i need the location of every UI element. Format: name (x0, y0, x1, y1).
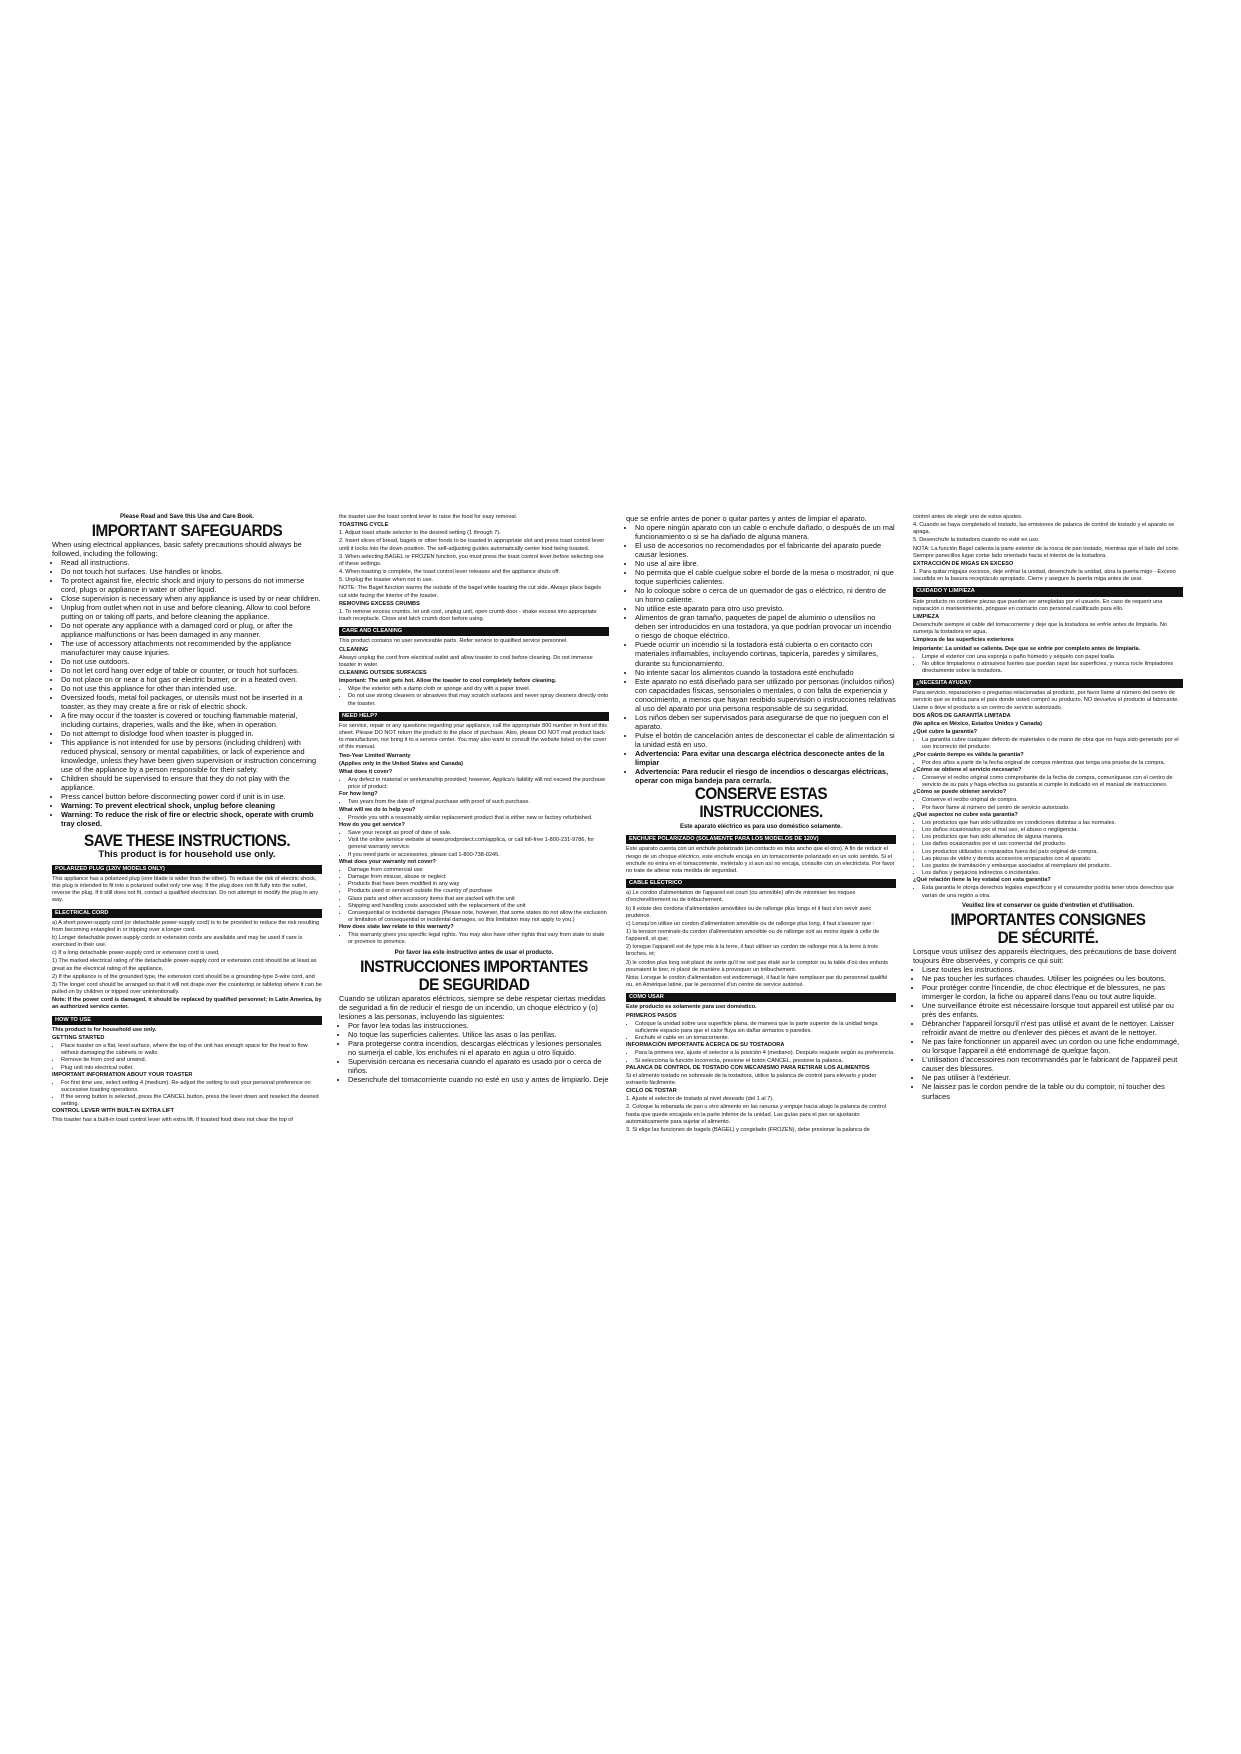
list-item: • Two years from the date of original purchase with proof of such purchase. (348, 799, 609, 806)
list-item: • La garantía cubre cualquier defecto de materiales o de mano de obra que no haya sido generado por el uso incorrecto del producto. (922, 737, 1183, 751)
list-item: • Shipping and handling costs associated with the replacement of the unit (348, 903, 609, 910)
control-lever-heading: CONTROL LEVER WITH BUILT-IN EXTRA LIFT (52, 1108, 175, 1115)
list-item: • Press cancel button before disconnecting power cord if unit is in use. (61, 792, 322, 801)
french-title-2: DE SÉCURITÉ. (997, 928, 1099, 948)
column-4 (913, 514, 1183, 1101)
list-item: • L'utilisation d'accessoires non recommandés par le fabricant de l'appareil peut causer des blessures. (922, 1055, 1183, 1073)
list-item: • Wipe the exterior with a damp cloth or sponge and dry with a paper towel. (348, 686, 609, 693)
como-domestic: Este producto es solamente para uso doméstico. (626, 1004, 757, 1011)
leaflet-sheet (52, 514, 1192, 1133)
how-to-use-heading: HOW TO USE (52, 1016, 322, 1025)
garantia-question: ¿Qué aspectos no cubre esta garantía? (913, 811, 1018, 818)
spanish-list (339, 1021, 609, 1084)
cable-line: 2) lorsque l'appareil est de type mis à la terre, il faut utiliser un cordon de rallonge mis à la terre à trois broches, et; (626, 944, 878, 958)
ciclo-step: 2. Coloque la rebanada de pan u otro alimento en las ranuras y empuje hacia abajo la palanca de control hasta que quede encajada en la parte inferior de la unidad. Las guías para el pan se ajustarán automáticamente para sujetar el alimento. (626, 1104, 886, 1125)
list-item: • Remove tie from cord and unwind. (61, 1057, 322, 1064)
list-item: • Read all instructions. (61, 558, 322, 567)
ciclo-step: 3. Si elige las funciones de bagels (BAGEL) y congelado (FROZEN), debe presionar la palanca de (626, 1126, 870, 1133)
list-item: • Une surveillance étroite est nécessaire lorsque tout appareil est utilisé par ou près des enfants. (922, 1001, 1183, 1019)
list-item: • El uso de accesorios no recomendados por el fabricante del aparato puede causar lesiones. (635, 541, 896, 559)
important-info-list (52, 1080, 322, 1109)
info-heading-es: INFORMACIÓN IMPORTANTE ACERCA DE SU TOSTADORA (626, 1042, 785, 1049)
cable-heading: CABLE ELÉCTRICO (626, 879, 896, 888)
cord-line: 2) If the appliance is of the grounded type, the extension cord should be a grounding-type 3-wire cord, and (52, 973, 315, 980)
list-item: • Place toaster on a flat, level surface, where the top of the unit has enough space for the heat to flow without damaging the cabinets or walls. (61, 1043, 322, 1057)
list-item: • Damage from commercial use (348, 867, 609, 874)
cord-line: 3) The longer cord should be arranged so that it will not drape over the countertop or tabletop where it can be pulled on by children or tripped over unintentionally. (52, 981, 322, 996)
french-title-1: IMPORTANTES CONSIGNES (950, 910, 1146, 930)
spanish-lead: Cuando se utilizan aparatos eléctricos, siempre se debe respetar ciertas medidas de seguridad a fin de reducir el riesgo de un incendio, un choque eléctrico y (o) lesiones a las personas, incluyendo las siguientes: (339, 993, 606, 1022)
cuidado-heading: CUIDADO Y LIMPIEZA (913, 587, 1183, 596)
list-item: • For first time use, select setting 4 (medium). Re-adjust the setting to suit your personal preference on successive toasting operations. (61, 1080, 322, 1094)
palanca-text: Si el alimento tostado no sobresale de la tostadora, utilice la palanca de control para elevarlo y poder extraerlo fácilmente. (626, 1072, 877, 1086)
polarized-plug-text-es: Este aparato cuenta con un enchufe polarizado (un contacto es más ancho que el otro). A fin de reducir el riesgo de un choque eléctrico, este enchufe encaja en un tomacorriente polarizado en un solo sentido. Si el enchufe no entra en el tomacorriente, inviértalo y si aun así no encaja, consulte con un electricista. Por favor no trate de alterar esta medida de seguridad. (626, 846, 895, 874)
list-item: • Conserve el recibo original de compra. (922, 797, 1183, 804)
ciclo-step: 1. Ajuste el selector de tostado al nivel deseado (del 1 al 7). (626, 1096, 774, 1103)
important-info-heading: IMPORTANT INFORMATION ABOUT YOUR TOASTER (52, 1071, 193, 1078)
list-item: • Damage from misuse, abuse or neglect (348, 874, 609, 881)
garantia-question: ¿Cómo se obtiene el servicio necesario? (913, 766, 1022, 773)
list-item: • If you need parts or accessories, please call 1-800-738-0245. (348, 852, 609, 859)
list-item: • Débrancher l'appareil lorsqu'il n'est pas utilisé et avant de le nettoyer. Laisser refroidir avant de mettre ou d'enlever des pièces et avant de le nettoyer. (922, 1019, 1183, 1037)
list-item: • Este aparato no está diseñado para ser utilizado por personas (incluidos niños) con capacidades físicas, sensoriales o mentales, o con falta de experiencia y conocimiento, a menos que hayan recibido supervisión o instrucciones relativas al uso del aparato por una persona responsable de su seguridad. (635, 677, 896, 713)
warranty-question: What will we do to help you? (339, 806, 416, 813)
control-lever-text: This toaster has a built-in toast control lever with extra lift. If toasted food does not clear the top of (52, 1116, 293, 1123)
polarized-plug-heading: POLARIZED PLUG (120V MODELS ONLY) (52, 865, 322, 874)
household-note-2: This product is for household use only. (52, 1026, 157, 1033)
list-item: • Las piezas de vidrio y demás accesorios empacados con el aparato. (922, 856, 1183, 863)
list-item: • Plug unit into electrical outlet. (61, 1065, 322, 1072)
list-item: • Ne pas toucher les surfaces chaudes. Utiliser les poignées ou les boutons. (922, 974, 1183, 983)
list-item: • Los daños ocasionados por el uso comercial del producto. (922, 841, 1183, 848)
palanca-heading: PALANCA DE CONTROL DE TOSTADO CON MECANISMO PARA RETIRAR LOS ALIMENTOS (626, 1064, 870, 1071)
cable-line: 1) la tension nominale du cordon d'alimentation amovible ou de rallonge soit au moins égale à celle de l'appareil, et que; (626, 929, 880, 943)
toasting-cycle-heading: TOASTING CYCLE (339, 522, 389, 529)
list-item: • No toque las superficies calientes. Utilice las asas o las perillas. (348, 1030, 609, 1039)
spanish-list-cont (626, 523, 896, 785)
list-item: • Unplug from outlet when not in use and before cleaning. Allow to cool before putting on or taking off parts, and before cleaning the appliance. (61, 603, 322, 621)
exteriores-list (913, 654, 1183, 675)
primeros-pasos-heading: PRIMEROS PASOS (626, 1012, 677, 1019)
garantia-answer (913, 775, 1183, 789)
garantia-answer (913, 820, 1183, 877)
list-item: • Do not let cord hang over edge of table or counter, or touch hot surfaces. (61, 666, 322, 675)
garantia-question: ¿Cómo se puede obtener servicio? (913, 789, 1007, 796)
column-1 (52, 514, 322, 1125)
warranty-answer (339, 799, 609, 806)
list-item: • Conserve el recibo original como comprobante de la fecha de compra, comuníquese con el centro de servicio de su país y haga efectiva su garantía si cumple lo indicado en el manual de instrucciones. (922, 775, 1183, 789)
list-item: • Products that have been modified in any way (348, 881, 609, 888)
toasting-step: 2. Insert slices of bread, bagels or other foods to be toasted in appropriate slot and press toast control lever until it locks into the down position. The self-adjusting guides automatically center food being toasted. (339, 538, 605, 552)
list-item: • Por favor llame al número del centro de servicio autorizado. (922, 805, 1183, 812)
list-item: • Provide you with a reasonably similar replacement product that is either new or factory refurbished. (348, 815, 609, 822)
getting-started-heading: GETTING STARTED (52, 1034, 105, 1041)
list-item: • Advertencia: Para evitar una descarga eléctrica desconecte antes de la limpiar (635, 749, 896, 767)
warranty-answer (339, 815, 609, 822)
garantia-answer (913, 760, 1183, 767)
list-item: • Por dos años a partir de la fecha original de compra mientras que tenga una prueba de la compra. (922, 760, 1183, 767)
warranty-title: Two-Year Limited Warranty (339, 752, 411, 759)
exteriores-important: Importante: La unidad se calienta. Deje que se enfríe por completo antes de limpiarla. (913, 645, 1141, 652)
list-item: • Advertencia: Para reducir el riesgo de incendios o descargas eléctricas, operar con miga bandeja para cerrarla. (635, 767, 896, 785)
list-item: • No opere ningún aparato con un cable o enchufe dañado, o después de un mal funcionamiento o si se ha dañado de alguna manera. (635, 523, 896, 541)
list-item: • Desenchufe del tomacorriente cuando no esté en uso y antes de limpiarlo. Deje (348, 1075, 609, 1084)
list-item: • Ne pas utiliser à l'extérieur. (922, 1073, 1183, 1082)
continued-text: the toaster use the toast control lever to raise the food for easy removal. (339, 514, 518, 520)
list-item: • No utilice este aparato para otro uso previsto. (635, 604, 896, 613)
safeguards-lead: When using electrical appliances, basic safety precautions should always be followed, including the following: (52, 539, 302, 558)
list-item: • Los gastos de tramitación y embarque asociados al reemplazo del producto. (922, 863, 1183, 870)
list-item: • Products used or serviced outside the country of purchase (348, 888, 609, 895)
list-item: • A fire may occur if the toaster is covered or touching flammable material, including curtains, draperies, walls and the like, when in operation. (61, 711, 322, 729)
warranty-question: What does it cover? (339, 768, 393, 775)
toasting-step: 3. When selecting BAGEL or FROZEN function, you must press the toast control lever before selecting one of these settings. (339, 553, 604, 567)
garantia-question: ¿Qué cubre la garantía? (913, 729, 978, 736)
cuidado-text: Este producto no contiene piezas que puedan ser arregladas por el usuario. En caso de requerir una reparación o mantenimiento, póngase en contacto con personal cualificado para ello. (913, 598, 1163, 612)
list-item: • The use of accessory attachments not recommended by the appliance manufacturer may cause injuries. (61, 639, 322, 657)
care-text: This product contains no user serviceable parts. Refer service to qualified service personnel. (339, 638, 568, 645)
cleaning-heading: CLEANING (339, 646, 369, 653)
warranty-answer (339, 830, 609, 859)
list-item: • Oversized foods, metal foil packages, or utensils must not be inserted in a toaster, as they may create a fire or risk of electric shock. (61, 693, 322, 711)
getting-started-list (52, 1043, 322, 1072)
garantia-answer (913, 885, 1183, 899)
como-usar-heading: COMO USAR (626, 993, 896, 1002)
primeros-list (626, 1021, 896, 1042)
toasting-step: 5. Unplug the toaster when not in use. (339, 577, 434, 584)
list-item: • Si selecciona la función incorrecta, presione el botón CANCEL, presione la palanca. (635, 1058, 896, 1065)
warranty-question: How do you get service? (339, 821, 405, 828)
limpieza-text: Desenchufe siempre el cable del tomacorriente y deje que la tostadora se enfríe antes de limpiarla. No sumerja la tostadora en agua. (913, 622, 1168, 636)
list-item: • Do not attempt to dislodge food when toaster is plugged in. (61, 729, 322, 738)
warranty-question: What does your warranty not cover? (339, 858, 436, 865)
list-item: • To protect against fire, electric shock and injury to persons do not immerse cord, plugs or appliance in water or other liquid. (61, 576, 322, 594)
cord-line: c) If a long detachable power-supply cord or extension cord is used, (52, 950, 220, 957)
list-item: • No utilice limpiadores o abrasivos fuertes que puedan rayar las superficies, y nunca rocíe limpiadores directamente sobre la tostadora. (922, 661, 1183, 675)
list-item: • Close supervision is necessary when any appliance is used by or near children. (61, 594, 322, 603)
list-item: • Lisez toutes les instructions. (922, 965, 1183, 974)
list-item: • Save your receipt as proof of date of sale. (348, 830, 609, 837)
save-instructions-title: SAVE THESE INSTRUCTIONS. (83, 830, 291, 850)
polarized-plug-text: This appliance has a polarized plug (one blade is wider than the other). To reduce the risk of electric shock, this plug is intended to fit into a polarized outlet only one way. If the plug does not fit fully into the outlet, reverse the plug. If it still does not fit, contact a qualified electrician. Do not attempt to modify the plug in any way. (52, 875, 319, 904)
warranty-sub: (Applies only in the United States and Canada) (339, 760, 464, 767)
spanish-continued: que se enfríe antes de poner o quitar partes y antes de limpiar el aparato. (626, 514, 867, 523)
list-item: • Para protegerse contra incendios, descargas eléctricas y lesiones personales no sumerja el cable, los enchufes ni el aparato en agua u otro líquido. (348, 1039, 609, 1057)
household-note: This product is for household use only. (98, 849, 276, 861)
outside-important: Important: The unit gets hot. Allow the toaster to cool completely before cleaning. (339, 678, 557, 685)
cable-line: 3) le cordon plus long soit placé de sorte qu'il ne soit pas étalé sur le comptoir ou la table d'où des enfants pourraient le tirer, ni placé de manière à provoquer un trébuchement. (626, 959, 889, 973)
list-item: • If the wrong button is selected, press the CANCEL button, press the lever down and reselect the desired setting. (61, 1094, 322, 1108)
extraccion-heading: EXTRACCIÓN DE MIGAS EN EXCESO (913, 560, 1014, 567)
list-item: • Do not use this appliance for other than intended use. (61, 684, 322, 693)
polarized-plug-heading-es: ENCHUFE POLARIZADO (SOLAMENTE PARA LOS MODELOS DE 120V) (626, 835, 896, 844)
domestic-note: Este aparato eléctrico es para uso doméstico solamente. (679, 823, 843, 830)
cord-line: a) A short power-supply cord (or detachable power-supply cord) is to be provided to reduce the risk resulting from becoming entangled in or tripping over a longer cord. (52, 919, 320, 933)
safeguards-list (52, 558, 322, 829)
bagel-nota: NOTA: La función Bagel calienta la parte exterior de la rosca de pan tostado, mientras que el lado del corte. Siempre panecillos lugar cortar lado orientado hacia el interior de la tostadora. (913, 545, 1180, 559)
list-item: • Limpie el exterior con una esponja o paño húmedo y séquelo con papel toalla. (922, 654, 1183, 661)
list-item: • Los niños deben ser supervisados para asegurarse de que no jueguen con el aparato. (635, 713, 896, 731)
exteriores-heading: Limpieza de las superficies exteriores (913, 637, 1014, 644)
ciclo-heading: CICLO DE TOSTAR (626, 1088, 677, 1095)
cord-line: b) Longer detachable power-supply cords or extension cords are available and may be used if care is exercised in their use. (52, 935, 303, 949)
french-list (913, 965, 1183, 1100)
limpieza-heading: LIMPIEZA (913, 613, 940, 620)
list-item: • Children should be supervised to ensure that they do not play with the appliance. (61, 774, 322, 792)
care-cleaning-heading: CARE AND CLEANING (339, 627, 609, 636)
bagel-note: NOTE: The Bagel function warms the outside of the bagel while toasting the cut side. Always place bagels cut side facing the interior of the toaster. (339, 585, 602, 599)
removing-crumbs-text: 1. To remove excess crumbs, let unit cool, unplug unit, open crumb door - shake excess into appropriate trash receptacle. Close and latch crumb door before using. (339, 608, 597, 623)
conserve-title: CONSERVE ESTAS INSTRUCCIONES. (694, 783, 828, 821)
list-item: • Visit the online service website at www.prodprotect.com/applica, or call toll-free 1-800-231-9786, for general warranty service. (348, 837, 609, 851)
list-item: • Esta garantía le otorga derechos legales específicos y el consumidor podría tener otros derechos que varían de una región a otra. (922, 885, 1183, 899)
list-item: • Los productos que han sido utilizados en condiciones distintas a las normales. (922, 820, 1183, 827)
need-help-heading: NEED HELP? (339, 712, 609, 721)
list-item: • Supervisión cercana es necesaria cuando el aparato es usado por o cerca de niños. (348, 1057, 609, 1075)
list-item: • Por favor lea todas las instrucciones. (348, 1021, 609, 1030)
spanish-title-2: DE SEGURIDAD (418, 975, 530, 995)
info-list-es (626, 1050, 896, 1064)
list-item: • Pour protéger contre l'incendie, de choc électrique et de blessures, ne pas immerger le cordon, la fiche ou appareil dans l'eau ou tout autre liquide. (922, 983, 1183, 1001)
column-3 (626, 514, 896, 1135)
spanish-read-note: Por favor lea este instructivo antes de usar el producto. (394, 949, 554, 956)
removing-crumbs-heading: REMOVING EXCESS CRUMBS (339, 600, 420, 607)
column-2 (339, 514, 609, 1084)
list-item: • Consequential or incidental damages (Please note, however, that some states do not allow the exclusion or limitation of consequential or incidental damages, so this limitation may not apply to you.) (348, 910, 609, 924)
list-item: • This appliance is not intended for use by persons (including children) with reduced physical, sensory or mental capabilities, or lack of experience and knowledge, unless they have been given supervision or instruction concerning use of the appliance by a person responsible for their safety. (61, 738, 322, 774)
list-item: • No use al aire libre. (635, 559, 896, 568)
cable-line: b) Il existe des cordons d'alimentation amovibles ou de rallonge plus longs et il faut s'en servir avec prudence. (626, 905, 872, 919)
cord-line: 1) The marked electrical rating of the detachable power-supply cord or extension cord should be at least as great as the electrical rating of the appliance, (52, 958, 317, 972)
list-item: • Do not use strong cleaners or abrasives that may scratch surfaces and never spray cleaners directly onto the toaster. (348, 693, 609, 707)
garantia-answer (913, 737, 1183, 751)
warranty-answer (339, 867, 609, 924)
list-item: • Enchufe el cable en un tomacorriente. (635, 1035, 896, 1042)
list-item: • Any defect in material or workmanship provided; however, Applica's liability will not exceed the purchase price of product. (348, 777, 609, 791)
list-item: • Coloque la unidad sobre una superficie plana, de manera que la parte superior de la unidad tenga suficiente espacio para que el calor fluya sin dañar armarios o paredes. (635, 1021, 896, 1035)
ayuda-heading: ¿NECESITA AYUDA? (913, 679, 1183, 688)
list-item: • Ne pas faire fonctionner un appareil avec un cordon ou une fiche endommagé, ou lorsque l'appareil a été endommagé de quelque façon. (922, 1037, 1183, 1055)
list-item: • Los daños y perjuicios indirectos o incidentales. (922, 870, 1183, 877)
cable-line: a) Le cordon d'alimentation de l'appareil est court (ou amovible) afin de minimiser les risques d'enchevêtrement ou de trébuchement. (626, 890, 856, 904)
cord-note: Note: If the power cord is damaged, it should be replaced by qualified personnel; in Latin America, by an authorized service center. (52, 997, 322, 1011)
list-item: • Do not place on or near a hot gas or electric burner, or in a heated oven. (61, 675, 322, 684)
french-lead: Lorsque vous utilisez des appareils électriques, des précautions de base doivent toujours être observées, y compris ce qui suit: (913, 947, 1177, 966)
toasting-step: 1. Adjust toast shade selector to the desired setting (1 through 7). (339, 530, 501, 537)
list-item: • Puede ocurrir un incendio si la tostadora está cubierta o en contacto con materiales inflamables, incluyendo cortinas, tapicería, paredes y similares, durante su funcionamiento. (635, 640, 896, 667)
garantia-question: ¿Por cuánto tiempo es válida la garantía? (913, 751, 1024, 758)
list-item: • Warning: To prevent electrical shock, unplug before cleaning (61, 801, 322, 810)
list-item: • Warning: To reduce the risk of fire or electric shock, operate with crumb tray closed. (61, 810, 322, 828)
warranty-answer (339, 932, 609, 946)
warranty-question: How does state law relate to this warranty? (339, 924, 454, 931)
outside-list (339, 686, 609, 707)
list-item: • Los productos utilizados o reparados fuera del país original de compra. (922, 849, 1183, 856)
cable-note: Nota: Lorsque le cordon d'alimentation est endommagé, il faut le faire remplacer par du personnel qualifié ou, en Amérique latine, par le personnel d'un centre de service autorisé. (626, 974, 888, 989)
warranty-answer (339, 777, 609, 791)
list-item: • This warranty gives you specific legal rights. You may also have other rights that vary from state to state or province to province. (348, 932, 609, 946)
list-item: • Los daños ocasionados por el mal uso, el abuso o negligencia. (922, 827, 1183, 834)
outside-heading: CLEANING OUTSIDE SURFACES (339, 669, 427, 676)
list-item: • No permita que el cable cuelgue sobre el borde de la mesa o mostrador, ni que toque superficies calientes. (635, 568, 896, 586)
garantia-title: DOS AÑOS DE GARANTÍA LIMITADA (913, 712, 1011, 719)
ciclo-continued: control antes de elegir uno de estos ajustes. (913, 514, 1023, 520)
list-item: • Para la primera vez, ajuste el selector a la posición 4 (mediano). Después reajuste según su preferencia. (635, 1050, 896, 1057)
need-help-text: For service, repair or any questions regarding your appliance, call the appropriate 800 number in front of this sheet. Please DO NOT return the product to the place of purchase. Also, please DO NOT mail product back to manufacturer, nor bring it to a service center. You may also want to consult the website listed on the cover of this manual. (339, 722, 608, 751)
ayuda-text: Para servicio, reparaciones o preguntas relacionadas al producto, por favor llame al número del centro de servicio que se indica para el país donde usted compró su producto. NO devuelva el producto al fabricante. Llame o lleve el producto a un centro de servicio autorizado. (913, 690, 1179, 711)
list-item: • Do not use outdoors. (61, 657, 322, 666)
electrical-cord-heading: ELECTRICAL CORD (52, 909, 322, 918)
garantia-answer (913, 797, 1183, 811)
list-item: • Do not touch hot surfaces. Use handles or knobs. (61, 567, 322, 576)
french-read-note: Veuillez lire et conserver ce guide d'entretien et d'utilisation. (962, 902, 1134, 909)
list-item: • Los productos que han sido alterados de alguna manera. (922, 834, 1183, 841)
list-item: • Alimentos de gran tamaño, paquetes de papel de aluminio o utensilios no deben ser introducidos en una tostadora, ya que podrían provocar un incendio o riesgo de choque eléctrico. (635, 613, 896, 640)
cleaning-text: Always unplug the cord from electrical outlet and allow toaster to cool before cleaning. Do not immerse toaster in water. (339, 654, 593, 668)
list-item: • No intente sacar los alimentos cuando la tostadora esté enchufado (635, 668, 896, 677)
garantia-question: ¿Qué relación tiene la ley estatal con esta garantía? (913, 877, 1051, 884)
read-save-note: Please Read and Save this Use and Care Book. (119, 514, 255, 520)
safeguards-title: IMPORTANT SAFEGUARDS (91, 520, 283, 540)
ciclo-step: 4. Cuando se haya completado el tostado, las emisiones de palanca de control de tostado y el aparato se apaga. (913, 522, 1175, 536)
garantia-sub: (No aplica en México, Estados Unidos y Canada) (913, 720, 1042, 727)
warranty-question: For how long? (339, 791, 378, 798)
list-item: • Glass parts and other accessory items that are packed with the unit (348, 896, 609, 903)
list-item: • Do not operate any appliance with a damaged cord or plug, or after the appliance malfunctions or has been damaged in any manner. (61, 621, 322, 639)
spanish-title-1: INSTRUCCIONES IMPORTANTES (360, 957, 588, 977)
list-item: • Pulse el botón de cancelación antes de desconectar el cable de alimentación si la unidad está en uso. (635, 731, 896, 749)
list-item: • Ne laissez pas le cordon pendre de la table ou du comptoir, ni toucher des surfaces (922, 1082, 1183, 1100)
list-item: • No lo coloque sobre o cerca de un quemador de gas o eléctrico, ni dentro de un horno caliente. (635, 586, 896, 604)
toasting-step: 4. When toasting is complete, the toast control lever releases and the appliance shuts off. (339, 569, 560, 576)
cable-line: c) Lorsqu'on utilise un cordon d'alimentation amovible ou de rallonge plus long, il faut s'assurer que : (626, 920, 875, 927)
extraccion-text: 1. Para quitar migajas excesos, deje enfriar la unidad, desenchufe la unidad, abra la puerta migo - Exceso sacudida en la basura receptáculo apropiado. Cierre y asegure la puerta miga antes de usar. (913, 569, 1176, 583)
ciclo-step: 5. Desenchufe la tostadora cuando no esté en uso. (913, 537, 1040, 544)
